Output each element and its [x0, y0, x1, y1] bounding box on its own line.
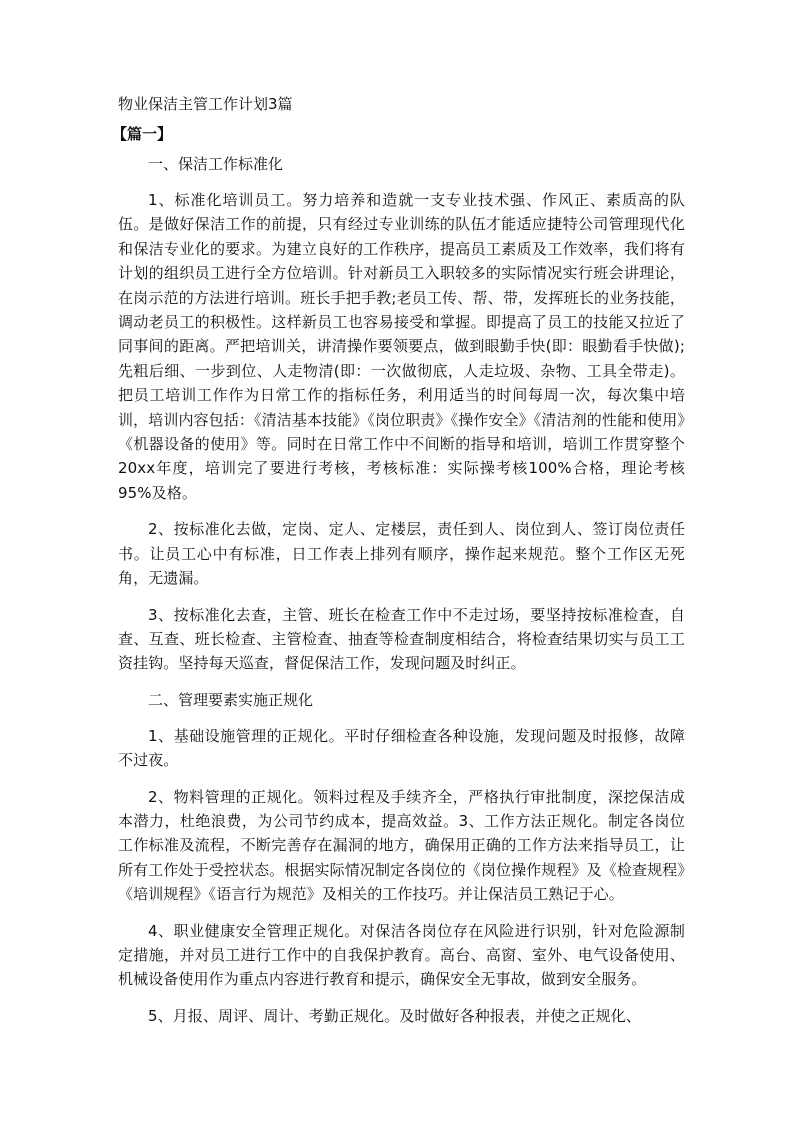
section-heading-1: 一、保洁工作标准化 [148, 155, 284, 173]
paragraph: 3、按标准化去查，主管、班长在检查工作中不走过场，要坚持按标准检查，自查、互查、班长检查、主管检查、抽查等检查制度相结合，将检查结果切实与员工工资挂钩。坚持每天巡查，督促保洁工作，发现问题及时纠正。 [118, 605, 685, 673]
section-heading-2: 二、管理要素实施正规化 [148, 690, 314, 709]
document-title: 物业保洁主管工作计划3篇 [118, 95, 293, 113]
paragraph: 5、月报、周评、周计、考勤正规化。及时做好各种报表，并使之正规化、 [148, 1006, 641, 1025]
document-page [112, 92, 685, 1040]
paragraph: 4、职业健康安全管理正规化。对保洁各岗位存在风险进行识别，针对危险源制定措施，并对员工进行工作中的自我保护教育。高台、高窗、室外、电气设备使用、机械设备使用作为重点内容进行教育和提示，确保安全无事故，做到安全服务。 [118, 921, 685, 989]
part-heading: 【篇一】 [112, 125, 173, 143]
paragraph: 1、基础设施管理的正规化。平时仔细检查各种设施，发现问题及时报修，故障不过夜。 [118, 726, 685, 770]
paragraph: 1、标准化培训员工。努力培养和造就一支专业技术强、作风正、素质高的队伍。是做好保洁工作的前提，只有经过专业训练的队伍才能适应捷特公司管理现代化和保洁专业化的要求。为建立良好的工作秩序，提高员工素质及工作效率，我们将有计划的组织员工进行全方位培训。针对新员工入职较多的实际情况实行班会讲理论，在岗示范的方法进行培训。班长手把手教;老员工传、帮、带，发挥班长的业务技能，调动老员工的积极性。这样新员工也容易接受和掌握。即提高了员工的技能又拉近了同事间的距离。严把培训关，讲清操作要领要点，做到眼勤手快(即：眼勤看手快做);先粗后细、一步到位、人走物清(即：一次做彻底，人走垃圾、杂物、工具全带走)。把员工培训工作作为日常工作的指标任务，利用适当的时间每周一次，每次集中培训，培训内容包括：《清洁基本技能》《岗位职责》《操作安全》《清洁剂的性能和使用》《机器设备的使用》等。同时在日常工作中不间断的指导和培训，培训工作贯穿整个20xx年度，培训完了要进行考核，考核标准：实际操考核100%合格，理论考核95%及格。 [118, 191, 685, 502]
paragraph: 2、按标准化去做，定岗、定人、定楼层，责任到人、岗位到人、签订岗位责任书。让员工心中有标准，日工作表上排列有顺序，操作起来规范。整个工作区无死角，无遗漏。 [118, 520, 685, 588]
paragraph: 2、物料管理的正规化。领料过程及手续齐全，严格执行审批制度，深挖保洁成本潜力，杜绝浪费，为公司节约成本，提高效益。3、工作方法正规化。制定各岗位工作标准及流程，不断完善存在漏洞的地方，确保用正确的工作方法来指导员工，让所有工作处于受控状态。根据实际情况制定各岗位的《岗位操作规程》及《检查规程》《培训规程》《语言行为规范》及相关的工作技巧。并让保洁员工熟记于心。 [118, 787, 685, 904]
